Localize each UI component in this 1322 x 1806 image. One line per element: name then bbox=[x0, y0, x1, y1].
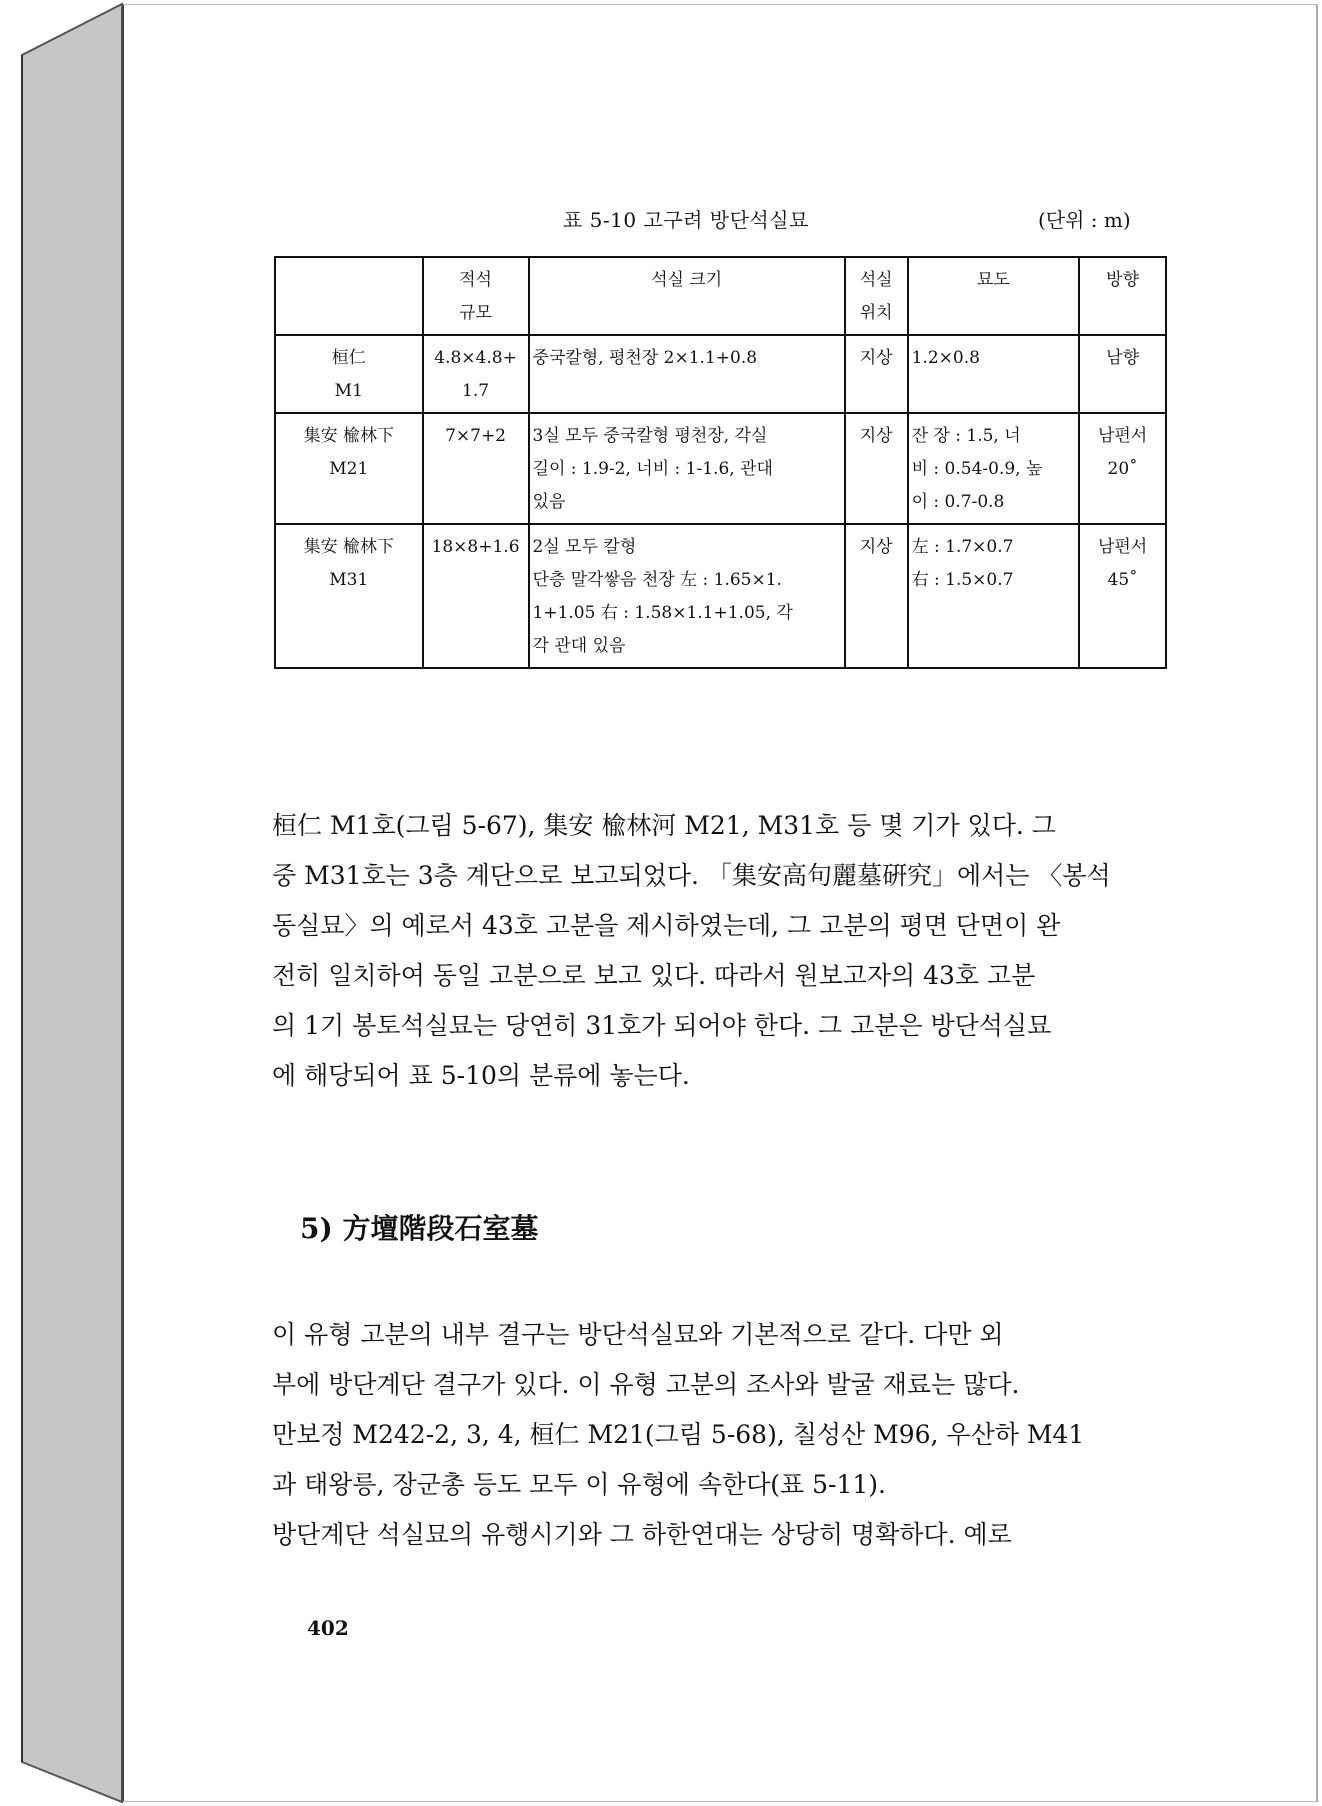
table-cell-direction: 남편서 20˚ bbox=[1079, 413, 1166, 524]
table-cell-name: 桓仁 M1 bbox=[275, 335, 423, 413]
header-cell-scale: 적석 규모 bbox=[423, 257, 529, 335]
table-cell-passage: 左 : 1.7×0.7 右 : 1.5×0.7 bbox=[908, 524, 1080, 668]
table-row bbox=[275, 524, 1166, 668]
header-cell bbox=[275, 257, 423, 335]
table-cell-passage: 1.2×0.8 bbox=[908, 335, 1080, 413]
tomb-table bbox=[274, 256, 1167, 669]
table-cell-scale: 18×8+1.6 bbox=[423, 524, 529, 668]
table-cell-passage: 잔 장 : 1.5, 너 비 : 0.54-0.9, 높 이 : 0.7-0.8 bbox=[908, 413, 1080, 524]
header-cell-direction: 방향 bbox=[1079, 257, 1166, 335]
table-cell-position: 지상 bbox=[845, 413, 908, 524]
header-cell-passage: 묘도 bbox=[908, 257, 1080, 335]
table-row bbox=[275, 413, 1166, 524]
table-cell-direction: 남편서 45˚ bbox=[1079, 524, 1166, 668]
table-cell-direction: 남향 bbox=[1079, 335, 1166, 413]
book-spine bbox=[0, 0, 130, 1806]
table-cell-chamber: 3실 모두 중국칼형 평천장, 각실 길이 : 1.9-2, 너비 : 1-1.6, 관대 있음 bbox=[529, 413, 845, 524]
table-cell-scale: 7×7+2 bbox=[423, 413, 529, 524]
table-unit: (단위 : m) bbox=[1038, 208, 1131, 232]
table-cell-chamber: 중국칼형, 평천장 2×1.1+0.8 bbox=[529, 335, 845, 413]
table-row bbox=[275, 335, 1166, 413]
body-paragraph-2: 이 유형 고분의 내부 결구는 방단석실묘와 기본적으로 같다. 다만 외 부에 방단계단 결구가 있다. 이 유형 고분의 조사와 발굴 재료는 많다. 만보정 M242-2, 3, 4, 桓仁 M21(그림 5-68), 칠성산 M96, 우산하 M41 과 태왕릉, 장군총 등도 모두 이 유형에 속한다(표 5-11). 방단계단 석실묘의 유행시기와 그 하한연대는 상당히 명확하다. 예로 bbox=[272, 1320, 1085, 1549]
body-paragraph-1: 桓仁 M1호(그림 5-67), 集安 楡林河 M21, M31호 등 몇 기가 있다. 그 중 M31호는 3층 계단으로 보고되었다. 「集安高句麗墓硏究」에서는 〈봉석 동실묘〉의 예로서 43호 고분을 제시하였는데, 그 고분의 평면 단면이 완 전히 일치하여 동일 고분으로 보고 있다. 따라서 원보고자의 43호 고분 의 1기 봉토석실묘는 당연히 31호가 되어야 한다. 그 고분은 방단석실묘 에 해당되어 표 5-10의 분류에 놓는다. bbox=[272, 811, 1111, 1090]
table-cell-scale: 4.8×4.8+ 1.7 bbox=[423, 335, 529, 413]
table-cell-position: 지상 bbox=[845, 335, 908, 413]
header-cell-chamber-size: 석실 크기 bbox=[529, 257, 845, 335]
page-number: 402 bbox=[307, 1616, 349, 1640]
table-header-row bbox=[275, 257, 1166, 335]
table-cell-name: 集安 楡林下 M21 bbox=[275, 413, 423, 524]
table-caption: 표 5-10 고구려 방단석실묘 bbox=[563, 208, 809, 232]
table-cell-position: 지상 bbox=[845, 524, 908, 668]
table-cell-name: 集安 楡林下 M31 bbox=[275, 524, 423, 668]
table-cell-chamber: 2실 모두 칼형 단층 말각쌓음 천장 左 : 1.65×1. 1+1.05 右 : 1.58×1.1+1.05, 각 각 관대 있음 bbox=[529, 524, 845, 668]
header-cell-chamber-position: 석실 위치 bbox=[845, 257, 908, 335]
section-heading: 5) 方壇階段石室墓 bbox=[300, 1212, 539, 1245]
